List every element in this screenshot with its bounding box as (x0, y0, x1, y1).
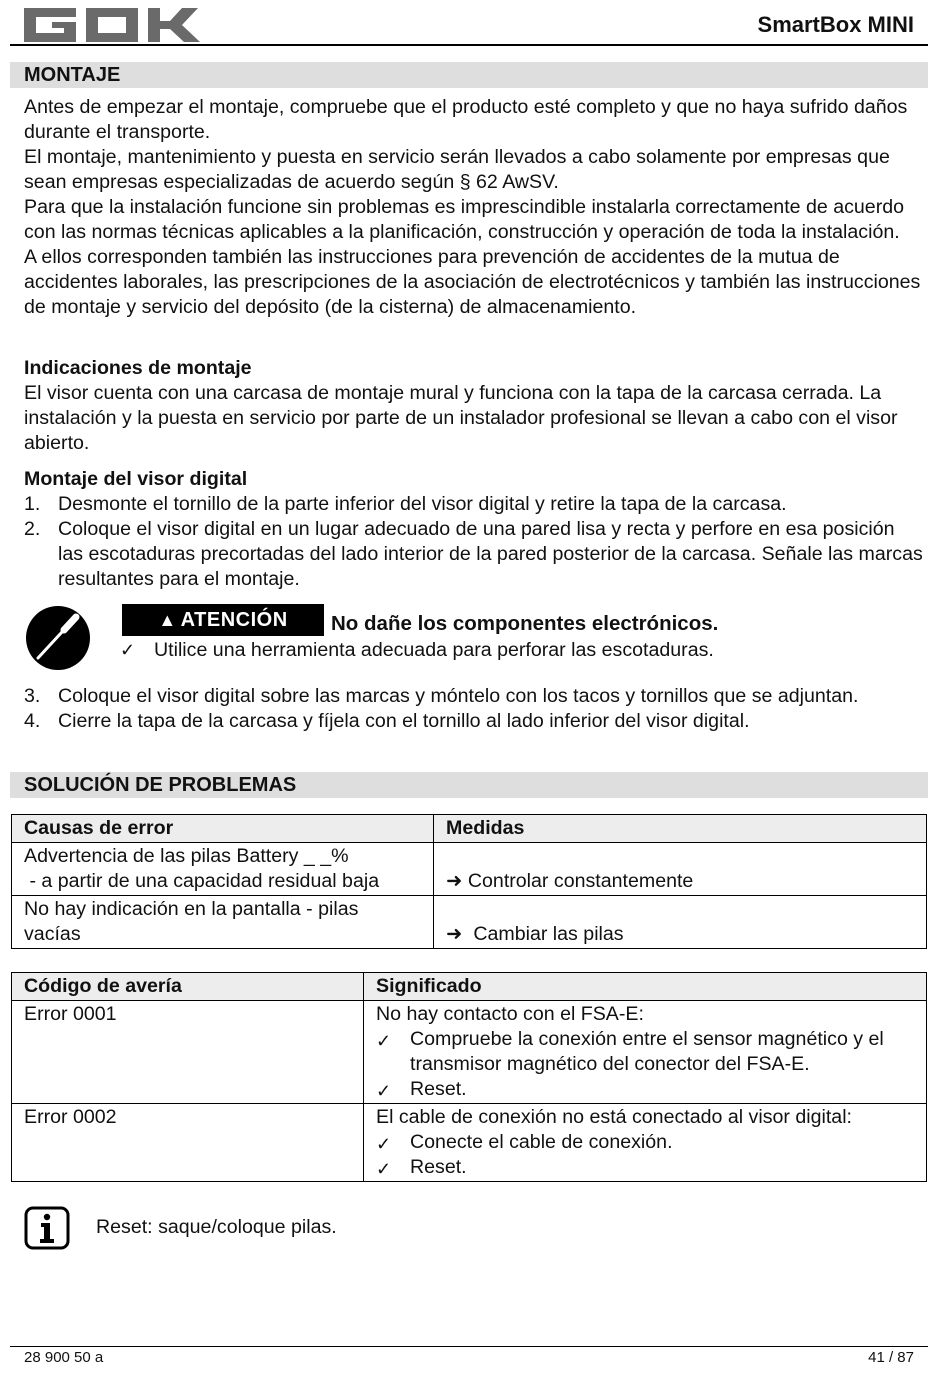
section-heading-montaje: MONTAJE (10, 62, 928, 88)
table-cell: Advertencia de las pilas Battery _ _% - a partir de una capacidad residual baja (12, 843, 434, 896)
check-icon: ✓ (376, 1159, 392, 1179)
check-icon: ✓ (376, 1134, 392, 1154)
steps-list (24, 684, 924, 734)
column-header: Causas de error (12, 815, 434, 843)
section-heading-problemas: SOLUCIÓN DE PROBLEMAS (10, 772, 928, 798)
table-row (12, 1104, 927, 1182)
warning-check: ✓ Utilice una herramienta adecuada para perforar las escotaduras. (120, 639, 714, 661)
subheading-visor: Montaje del visor digital (24, 468, 248, 490)
paragraph: Antes de empezar el montaje, compruebe que el producto esté completo y que no haya sufrido daños durante el transporte. (24, 96, 908, 143)
table-row (12, 843, 927, 896)
table-cell: El cable de conexión no está conectado al visor digital: ✓ Conecte el cable de conexión. ✓ Reset. (364, 1104, 927, 1182)
info-note: Reset: saque/coloque pilas. (96, 1216, 337, 1238)
list-item: ✓ Compruebe la conexión entre el sensor magnético y el transmisor magnético del conector del FSA-E. (376, 1028, 884, 1075)
table-cell: No hay contacto con el FSA-E: ✓ Compruebe la conexión entre el sensor magnético y el transmisor magnético del conector del FSA-E. ✓ Reset. (364, 1001, 927, 1104)
list-item: ✓ Reset. (376, 1077, 914, 1102)
column-header: Medidas (434, 815, 927, 843)
error-codes-table (11, 972, 927, 1182)
warning-title: No dañe los componentes electrónicos. (331, 612, 719, 635)
subheading-indicaciones: Indicaciones de montaje (24, 357, 252, 379)
info-icon (24, 1206, 70, 1250)
table-cell: Error 0002 (12, 1104, 364, 1182)
table-cell: No hay indicación en la pantalla - pilas vacías (12, 896, 434, 949)
arrow-right-icon: ➜ (446, 923, 468, 945)
error-causes-table (11, 814, 927, 949)
steps-list (24, 492, 924, 592)
table-row (12, 1001, 927, 1104)
screwdriver-icon (24, 604, 92, 672)
visor-block (24, 467, 924, 592)
check-icon: ✓ (376, 1081, 392, 1101)
document-number: 28 900 50 a (24, 1349, 104, 1366)
paragraph: A ellos corresponden también las instrucciones para prevención de accidentes de la mutua de accidentes laborales, las prescripciones de la asociación de electrotécnicos y también las instrucciones de montaje y servicio del depósito (de la cisterna) de almacenamiento. (24, 246, 921, 318)
arrow-right-icon: ➜ (446, 870, 468, 892)
list-item: 3. Coloque el visor digital sobre las marcas y móntelo con los tacos y tornillos que se adjuntan. (24, 685, 859, 707)
footer-rule (10, 1346, 928, 1347)
paragraph: Para que la instalación funcione sin problemas es imprescindible instalarla correctamente de acuerdo con las normas técnicas aplicables a la planificación, construcción y operación de toda la instalación. (24, 196, 905, 243)
table-cell: ➜ Controlar constantemente (434, 843, 927, 896)
check-icon: ✓ (120, 640, 136, 660)
list-item: 1. Desmonte el tornillo de la parte inferior del visor digital y retire la tapa de la carcasa. (24, 493, 787, 515)
table-cell: ➜ Cambiar las pilas (434, 896, 927, 949)
paragraph: El montaje, mantenimiento y puesta en servicio serán llevados a cabo solamente por empresas que sean empresas especializadas de acuerdo según § 62 AwSV. (24, 146, 890, 193)
list-item: ✓ Reset. (376, 1155, 914, 1180)
list-item: ✓ Conecte el cable de conexión. (376, 1130, 914, 1155)
attention-badge: ▲ ATENCIÓN (122, 604, 324, 636)
warning-triangle-icon: ▲ (158, 610, 177, 630)
table-header-row (12, 815, 927, 843)
column-header: Código de avería (12, 973, 364, 1001)
paragraph: El visor cuenta con una carcasa de montaje mural y funciona con la tapa de la carcasa cerrada. La instalación y la puesta en servicio por parte de un instalador profesional se llevan a cabo con el visor abierto. (24, 382, 898, 454)
list-item: 4. Cierre la tapa de la carcasa y fíjela con el tornillo al lado inferior del visor digital. (24, 710, 750, 732)
document-title: SmartBox MINI (757, 12, 914, 37)
montaje-intro (24, 95, 924, 320)
list-item: 2. Coloque el visor digital en un lugar adecuado de una pared lisa y recta y perfore en esa posición las escotaduras precortadas del lado interior de la pared posterior de la carcasa. Señale las marcas resultantes para el montaje. (24, 518, 923, 590)
table-cell: Error 0001 (12, 1001, 364, 1104)
table-row (12, 896, 927, 949)
visor-block-continued (24, 684, 924, 734)
indicaciones-block (24, 356, 924, 456)
column-header: Significado (364, 973, 927, 1001)
header-rule (10, 44, 928, 46)
gok-logo (24, 8, 200, 42)
page-number: 41 / 87 (868, 1349, 914, 1366)
check-icon: ✓ (376, 1031, 392, 1051)
table-header-row (12, 973, 927, 1001)
